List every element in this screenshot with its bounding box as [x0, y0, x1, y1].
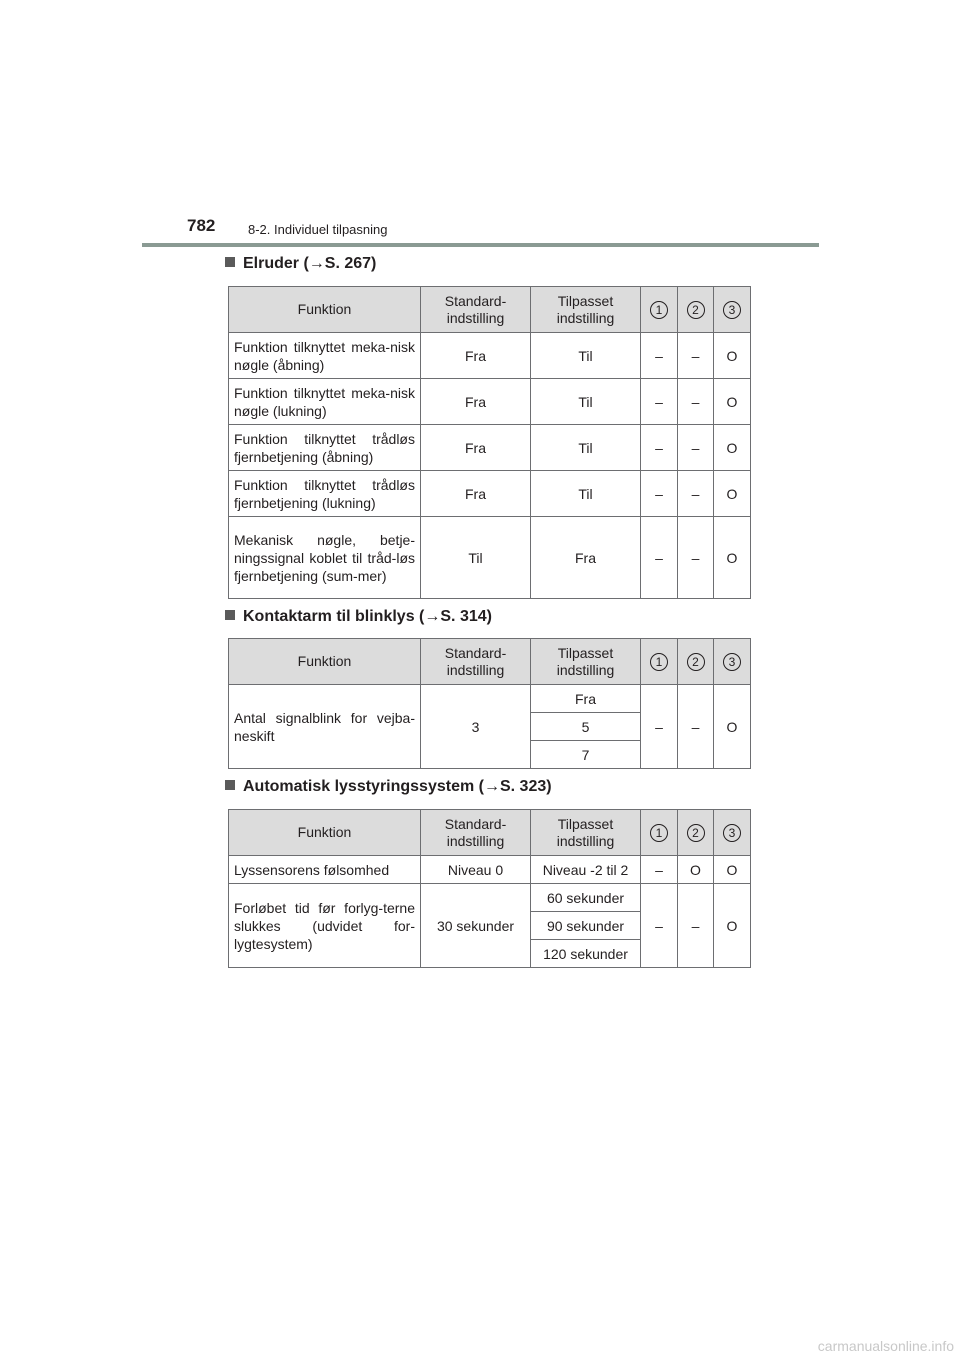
col-default: Standard- indstilling — [421, 810, 531, 856]
col-1 — [641, 810, 678, 856]
table-row: Mekanisk nøgle, betje-ningssignal koblet til tråd-løs fjernbetjening (sum-mer) Til Fra – – O — [229, 517, 751, 599]
table-row: 7 — [229, 741, 751, 769]
col-default: Standard- indstilling — [421, 639, 531, 685]
watermark: carmanualsonline.info — [817, 1338, 954, 1354]
arrow-icon: → — [308, 255, 325, 272]
table-header-row — [229, 639, 751, 685]
circled-2-icon: 2 — [687, 301, 705, 319]
section-heading-elruder: Elruder (→S. 267) — [225, 255, 376, 273]
circled-3-icon: 3 — [723, 824, 741, 842]
circled-1-icon: 1 — [650, 301, 668, 319]
col-function: Funktion — [229, 810, 421, 856]
circled-1-icon: 1 — [650, 824, 668, 842]
col-custom: Tilpasset indstilling — [531, 639, 641, 685]
col-custom: Tilpasset indstilling — [531, 810, 641, 856]
table-row: Lyssensorens følsomhed Niveau 0 Niveau -2 til 2 – O O — [229, 856, 751, 884]
table-blinklys — [228, 638, 751, 769]
table-row: Funktion tilknyttet trådløs fjernbetjening (åbning) Fra Til – – O — [229, 425, 751, 471]
chapter-title: 8-2. Individuel tilpasning — [248, 222, 388, 237]
section-heading-blinklys: Kontaktarm til blinklys (→S. 314) — [225, 608, 492, 626]
col-3 — [714, 287, 751, 333]
page-number: 782 — [187, 216, 216, 235]
square-bullet-icon — [225, 610, 235, 620]
circled-3-icon: 3 — [723, 301, 741, 319]
col-custom: Tilpasset indstilling — [531, 287, 641, 333]
table-header-row — [229, 287, 751, 333]
col-default: Standard- indstilling — [421, 287, 531, 333]
square-bullet-icon — [225, 780, 235, 790]
table-row: Funktion tilknyttet meka-nisk nøgle (lukning) Fra Til – – O — [229, 379, 751, 425]
col-function: Funktion — [229, 639, 421, 685]
col-1 — [641, 287, 678, 333]
table-row: 5 — [229, 713, 751, 741]
table-lysstyring — [228, 809, 751, 968]
circled-1-icon: 1 — [650, 653, 668, 671]
col-2 — [678, 810, 714, 856]
header-rule — [142, 243, 819, 247]
table-header-row — [229, 810, 751, 856]
table-row: Funktion tilknyttet trådløs fjernbetjening (lukning) Fra Til – – O — [229, 471, 751, 517]
table-row: Funktion tilknyttet meka-nisk nøgle (åbning) Fra Til – – O — [229, 333, 751, 379]
square-bullet-icon — [225, 257, 235, 267]
col-2 — [678, 287, 714, 333]
table-row: Forløbet tid før forlyg-terne slukkes (udvidet for-lygtesystem) 30 sekunder 60 sekunder – – O — [229, 884, 751, 912]
col-2 — [678, 639, 714, 685]
col-function: Funktion — [229, 287, 421, 333]
section-heading-lysstyring: Automatisk lysstyringssystem (→S. 323) — [225, 778, 552, 796]
table-elruder — [228, 286, 751, 599]
col-3 — [714, 639, 751, 685]
col-1 — [641, 639, 678, 685]
circled-2-icon: 2 — [687, 824, 705, 842]
arrow-icon: → — [483, 778, 500, 795]
arrow-icon: → — [424, 608, 441, 625]
table-row: 90 sekunder — [229, 912, 751, 940]
table-row: 120 sekunder — [229, 940, 751, 968]
col-3 — [714, 810, 751, 856]
circled-2-icon: 2 — [687, 653, 705, 671]
table-row: Antal signalblink for vejba-neskift 3 Fra – – O — [229, 685, 751, 713]
circled-3-icon: 3 — [723, 653, 741, 671]
